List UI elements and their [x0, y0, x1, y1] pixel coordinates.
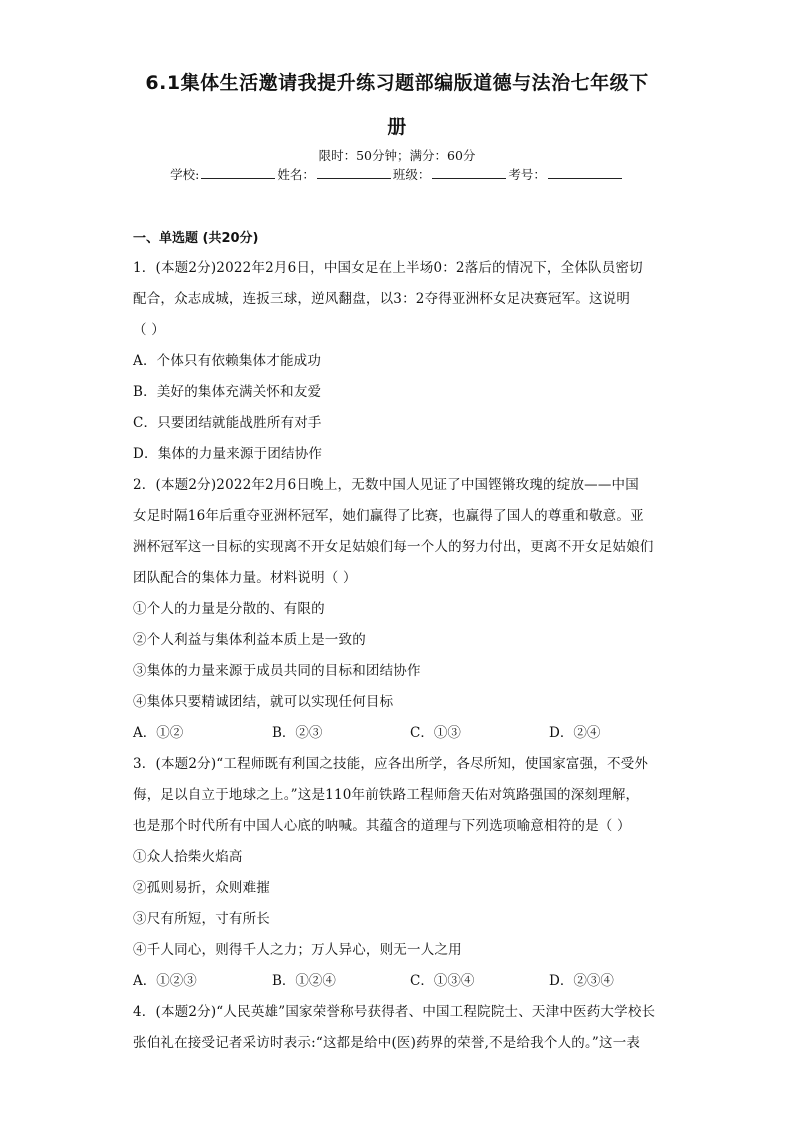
- q2-statement: ③集体的力量来源于成员共同的目标和团结协作: [133, 663, 421, 679]
- school-blank: [201, 166, 275, 179]
- q4-stem-line: 张伯礼在接受记者采访时表示:“这都是给中(医)药界的荣誉,不是给我个人的。”这一表: [133, 1035, 641, 1051]
- time-score-limit: 限时：50分钟；满分：60分: [318, 148, 476, 163]
- q1-stem-line: 配合，众志成城，连扳三球，逆风翻盘，以3：2夺得亚洲杯女足决赛冠军。这说明: [133, 291, 631, 307]
- q2-choice-d: D．②④: [549, 725, 601, 741]
- q1-option-a: A．个体只有依赖集体才能成功: [133, 353, 322, 369]
- q2-statement: ②个人利益与集体利益本质上是一致的: [133, 632, 366, 648]
- q3-stem-line: 也是那个时代所有中国人心底的呐喊。其蕴含的道理与下列选项喻意相符的是（ ）: [133, 818, 631, 834]
- q2-choice-a: A．①②: [133, 725, 184, 741]
- q1-option-d: D．集体的力量来源于团结协作: [133, 446, 323, 462]
- class-blank: [432, 166, 506, 179]
- q3-statement: ①众人拾柴火焰高: [133, 849, 243, 865]
- q2-stem-line: 女足时隔16年后重夺亚洲杯冠军，她们赢得了比赛，也赢得了国人的尊重和敬意。亚: [133, 508, 644, 524]
- number-blank: [548, 166, 622, 179]
- q3-choice-a: A．①②③: [133, 973, 197, 989]
- q2-stem-line: 2．(本题2分)2022年2月6日晚上，无数中国人见证了中国铿锵玫瑰的绽放——中国: [133, 477, 639, 493]
- q2-choice-c: C．①③: [410, 725, 461, 741]
- name-blank: [317, 166, 391, 179]
- q3-statement: ③尺有所短，寸有所长: [133, 911, 270, 927]
- q1-stem-line: 1．(本题2分)2022年2月6日，中国女足在上半场0：2落后的情况下，全体队员密切: [133, 260, 643, 276]
- q2-choice-b: B．②③: [272, 725, 323, 741]
- q3-choice-d: D．②③④: [549, 973, 614, 989]
- q2-statement: ①个人的力量是分散的、有限的: [133, 601, 325, 617]
- q1-stem-line: （ ）: [133, 322, 165, 338]
- number-label: 考号：: [508, 167, 546, 182]
- q3-choice-c: C．①③④: [410, 973, 475, 989]
- section-heading: 一、单选题 (共20分): [133, 231, 259, 246]
- student-info-fields: [0, 165, 794, 183]
- q3-statement: ④千人同心，则得千人之力；万人异心，则无一人之用: [133, 942, 462, 958]
- q2-stem-line: 团队配合的集体力量。材料说明（ ）: [133, 570, 357, 586]
- class-label: 班级：: [392, 167, 431, 182]
- q1-option-b: B．美好的集体充满关怀和友爱: [133, 384, 322, 400]
- page-title-line2: 册: [387, 116, 407, 138]
- q1-option-c: C．只要团结就能战胜所有对手: [133, 415, 322, 431]
- name-label: 姓名：: [277, 167, 315, 182]
- q3-statement: ②孤则易折，众则难摧: [133, 880, 270, 896]
- school-label: 学校:: [170, 167, 200, 182]
- q4-stem-line: 4．(本题2分)“人民英雄”国家荣誉称号获得者、中国工程院院士、天津中医药大学校长: [133, 1004, 656, 1020]
- q2-statement: ④集体只要精诚团结，就可以实现任何目标: [133, 694, 394, 710]
- q3-choice-b: B．①②④: [272, 973, 336, 989]
- page-title-line1: 6.1集体生活邀请我提升练习题部编版道德与法治七年级下: [145, 72, 649, 94]
- q3-stem-line: 侮，足以自立于地球之上。”这是110年前铁路工程师詹天佑对筑路强国的深刻理解，: [133, 787, 640, 803]
- q3-stem-line: 3．(本题2分)“工程师既有利国之技能，应各出所学，各尽所知，使国家富强，不受外: [133, 756, 649, 772]
- q2-stem-line: 洲杯冠军这一目标的实现离不开女足姑娘们每一个人的努力付出，更离不开女足姑娘们: [133, 539, 654, 555]
